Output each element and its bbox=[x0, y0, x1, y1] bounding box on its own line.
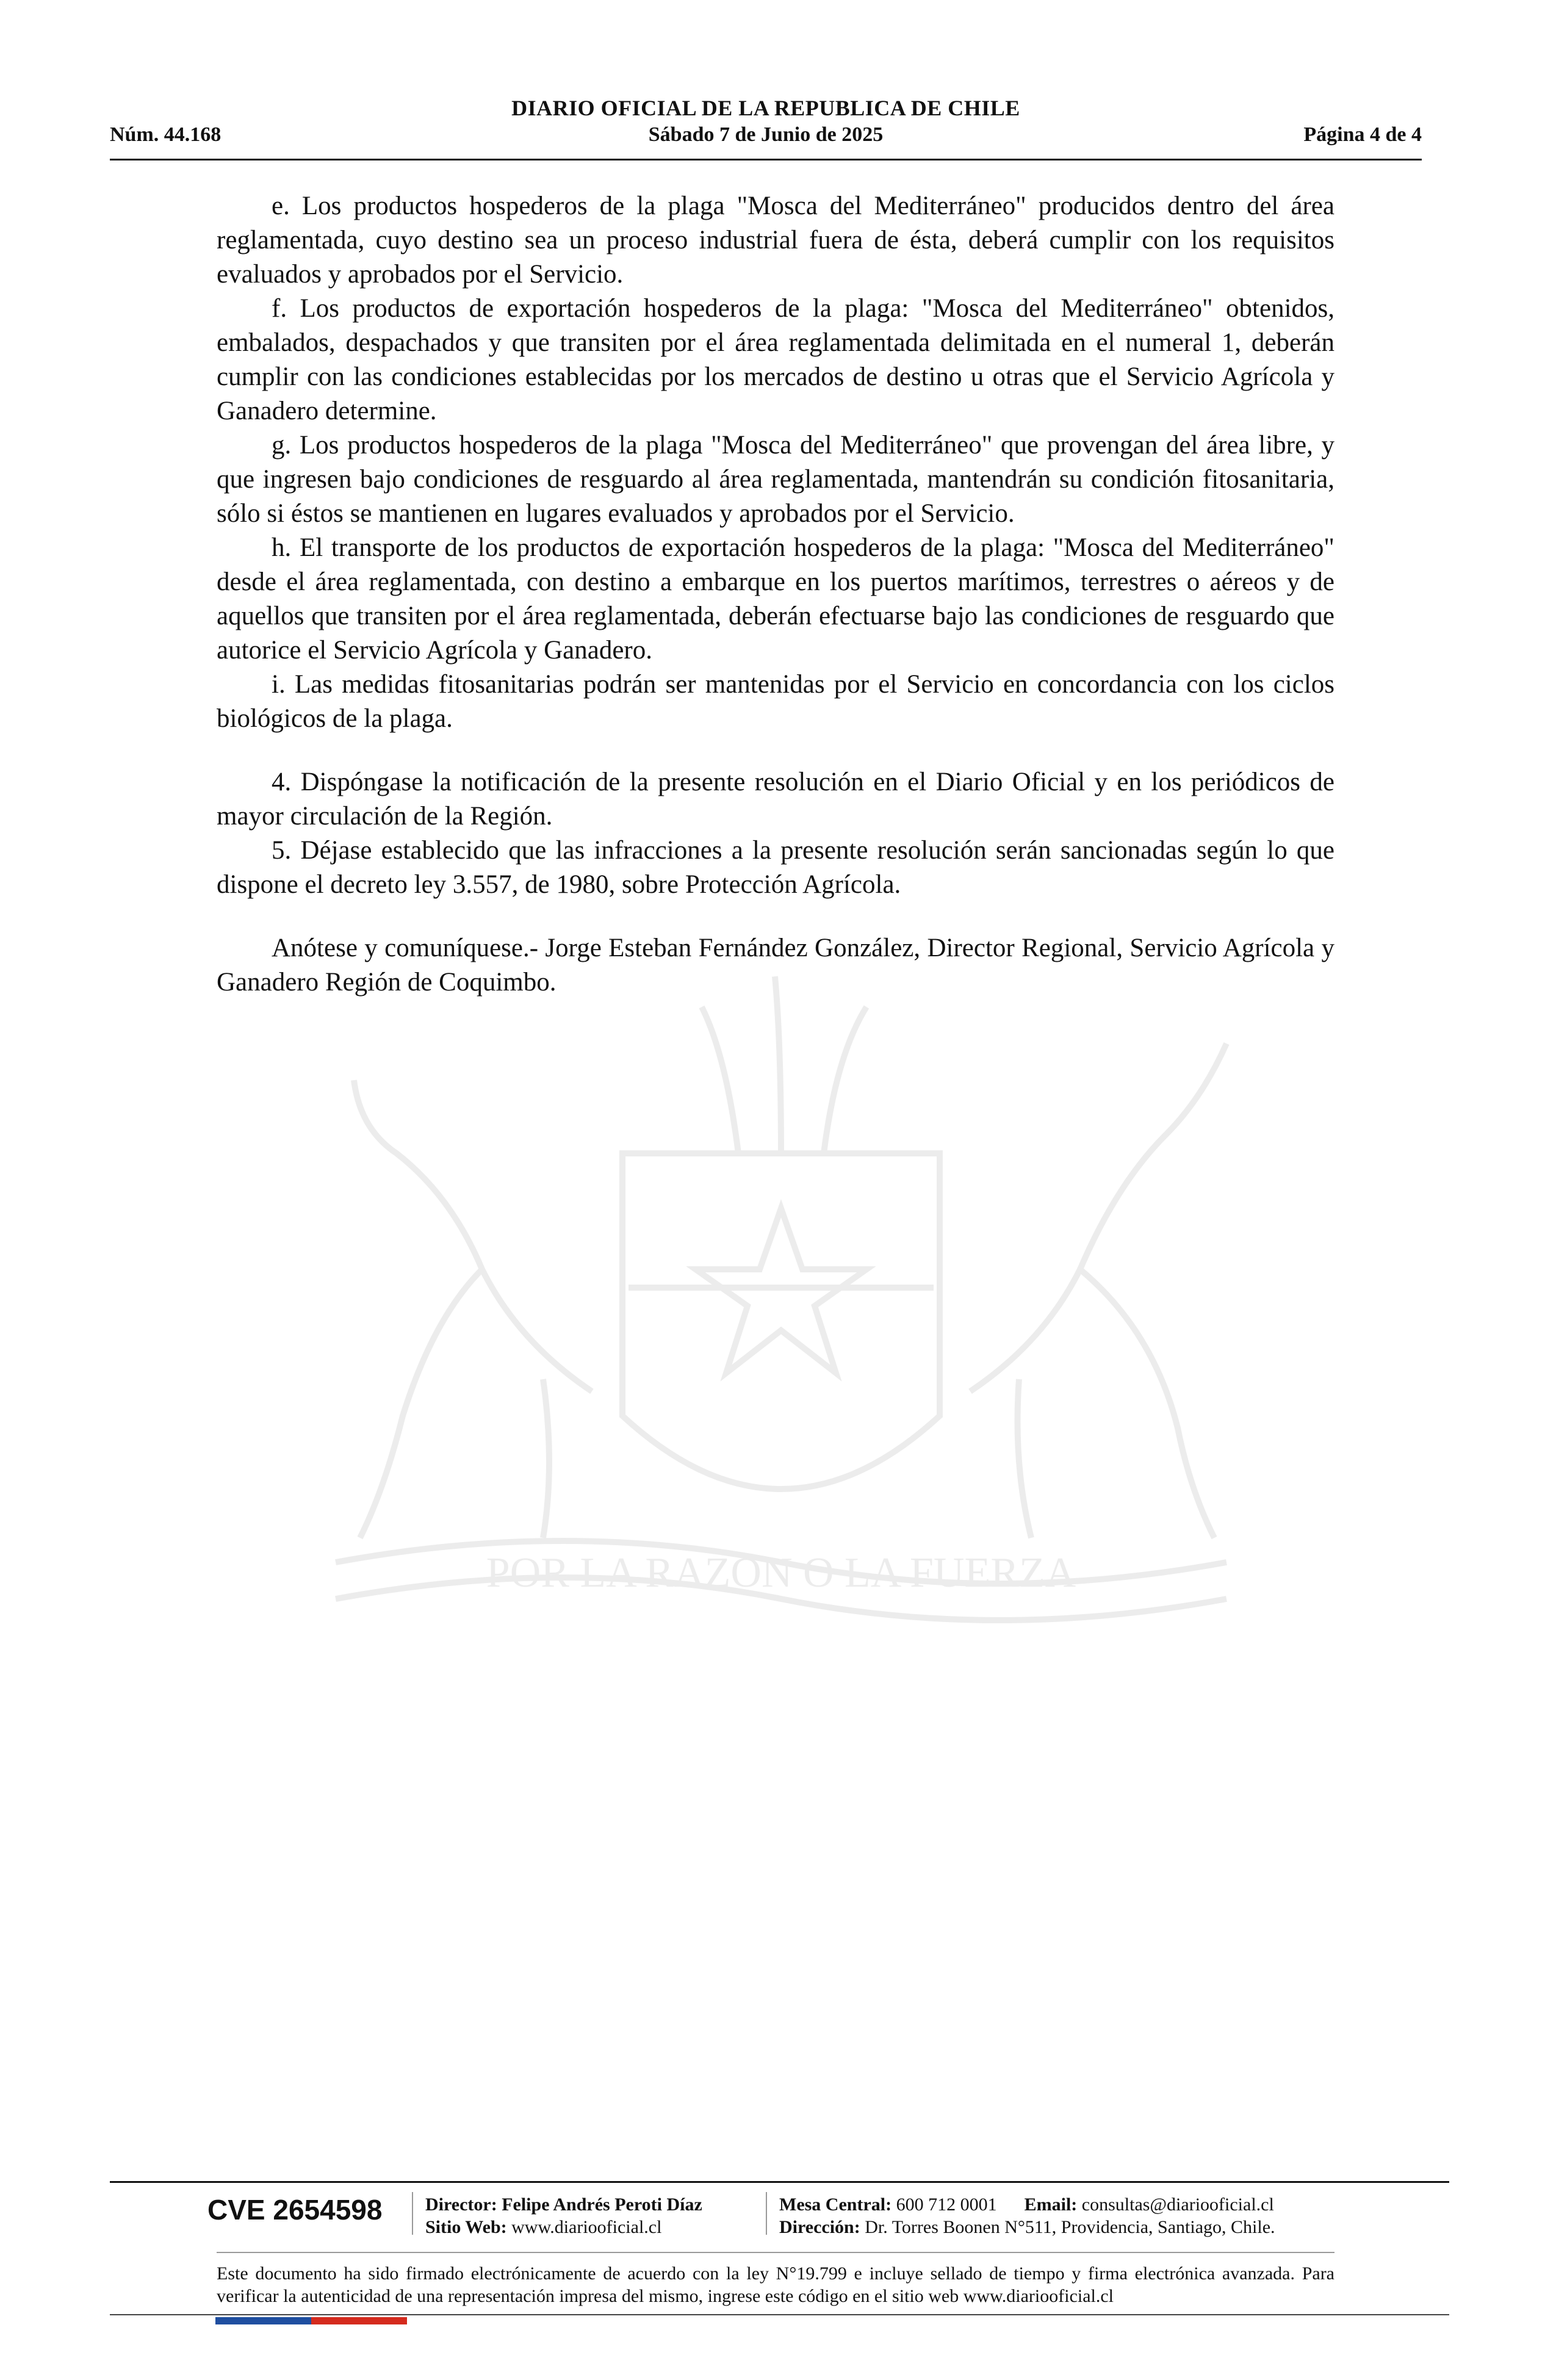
flag-color-bar bbox=[215, 2317, 407, 2324]
issue-number: Núm. 44.168 bbox=[110, 123, 222, 146]
issue-date: Sábado 7 de Junio de 2025 bbox=[648, 123, 884, 146]
footer-separator bbox=[766, 2192, 767, 2235]
paragraph-i: i. Las medidas fitosanitarias podrán ser mantenidas por el Servicio en concordancia con los ciclos biológicos de la plaga. bbox=[217, 670, 1334, 733]
paragraph-g: g. Los productos hospederos de la plaga "Mosca del Mediterráneo" que provengan del área libre, y que ingresen bajo condiciones de resguardo al área reglamentada, mantendrán su condición fitosanitaria, sólo si éstos se mantienen en lugares evaluados y aprobados por el Servicio. bbox=[217, 431, 1334, 528]
paragraph-f: f. Los productos de exportación hospederos de la plaga: "Mosca del Mediterráneo" obtenidos, embalados, despachados y que transiten por el área reglamentada delimitada en el numeral 1, deberán cumplir con las condiciones establecidas por los mercados de destino u otras que el Servicio Agrícola y Ganadero determine. bbox=[217, 294, 1334, 425]
cve-code: CVE 2654598 bbox=[207, 2194, 383, 2226]
paragraph-4: 4. Dispóngase la notificación de la presente resolución en el Diario Oficial y en los periódicos de mayor circulación de la Región. bbox=[217, 768, 1334, 831]
paragraph-e: e. Los productos hospederos de la plaga "Mosca del Mediterráneo" producidos dentro del área reglamentada, cuyo destino sea un proceso industrial fuera de ésta, deberá cumplir con los requisitos evaluados y aprobados por el Servicio. bbox=[217, 192, 1334, 289]
footer-separator bbox=[412, 2192, 413, 2235]
flag-blue-segment bbox=[215, 2317, 311, 2324]
mesa-phone: 600 712 0001 bbox=[896, 2194, 997, 2215]
address-value: Dr. Torres Boonen N°511, Providencia, Santiago, Chile. bbox=[865, 2217, 1275, 2237]
address-label: Dirección: bbox=[779, 2217, 860, 2237]
email-link[interactable]: consultas@diariooficial.cl bbox=[1081, 2194, 1274, 2215]
closing-signature: Anótese y comuníquese.- Jorge Esteban Fernández González, Director Regional, Servicio Agrícola y Ganadero Región de Coquimbo. bbox=[217, 934, 1334, 997]
paragraph-h: h. El transporte de los productos de exportación hospederos de la plaga: "Mosca del Mediterráneo" desde el área reglamentada, con destino a embarque en los puertos marítimos, terrestres o aéreos y de aquellos que transiten por el área reglamentada, deberán efectuarse bajo las condiciones de resguardo que autorice el Servicio Agrícola y Ganadero. bbox=[217, 533, 1334, 665]
legal-notice: Este documento ha sido firmado electrónicamente de acuerdo con la ley N°19.799 e incluye sellado de tiempo y firma electrónica avanzada. Para verificar la autenticidad de una representación impresa del mismo, ingrese este código en el sitio web www.diariooficial.cl bbox=[217, 2263, 1334, 2306]
email-label: Email: bbox=[1024, 2194, 1078, 2215]
footer-director-block bbox=[425, 2193, 702, 2238]
footer-divider-bottom bbox=[110, 2314, 1449, 2315]
document-body bbox=[217, 189, 1334, 1000]
flag-red-segment bbox=[311, 2317, 407, 2324]
page-number: Página 4 de 4 bbox=[1303, 123, 1422, 146]
website-label: Sitio Web: bbox=[425, 2217, 507, 2237]
journal-title: DIARIO OFICIAL DE LA REPUBLICA DE CHILE bbox=[511, 96, 1020, 120]
watermark-motto: POR LA RAZON O LA FUERZA bbox=[486, 1549, 1076, 1596]
director-name: Felipe Andrés Peroti Díaz bbox=[502, 2194, 702, 2215]
footer-contact-block bbox=[779, 2193, 1275, 2238]
website-link[interactable]: www.diariooficial.cl bbox=[511, 2217, 662, 2237]
page-header bbox=[110, 92, 1422, 160]
paragraph-5: 5. Déjase establecido que las infracciones a la presente resolución serán sancionadas según lo que dispone el decreto ley 3.557, de 1980, sobre Protección Agrícola. bbox=[217, 836, 1334, 899]
coat-of-arms-watermark-icon bbox=[201, 952, 1361, 1672]
footer-divider-middle bbox=[217, 2252, 1334, 2253]
director-label: Director: bbox=[425, 2194, 497, 2215]
mesa-label: Mesa Central: bbox=[779, 2194, 892, 2215]
footer-divider-top bbox=[110, 2181, 1449, 2183]
